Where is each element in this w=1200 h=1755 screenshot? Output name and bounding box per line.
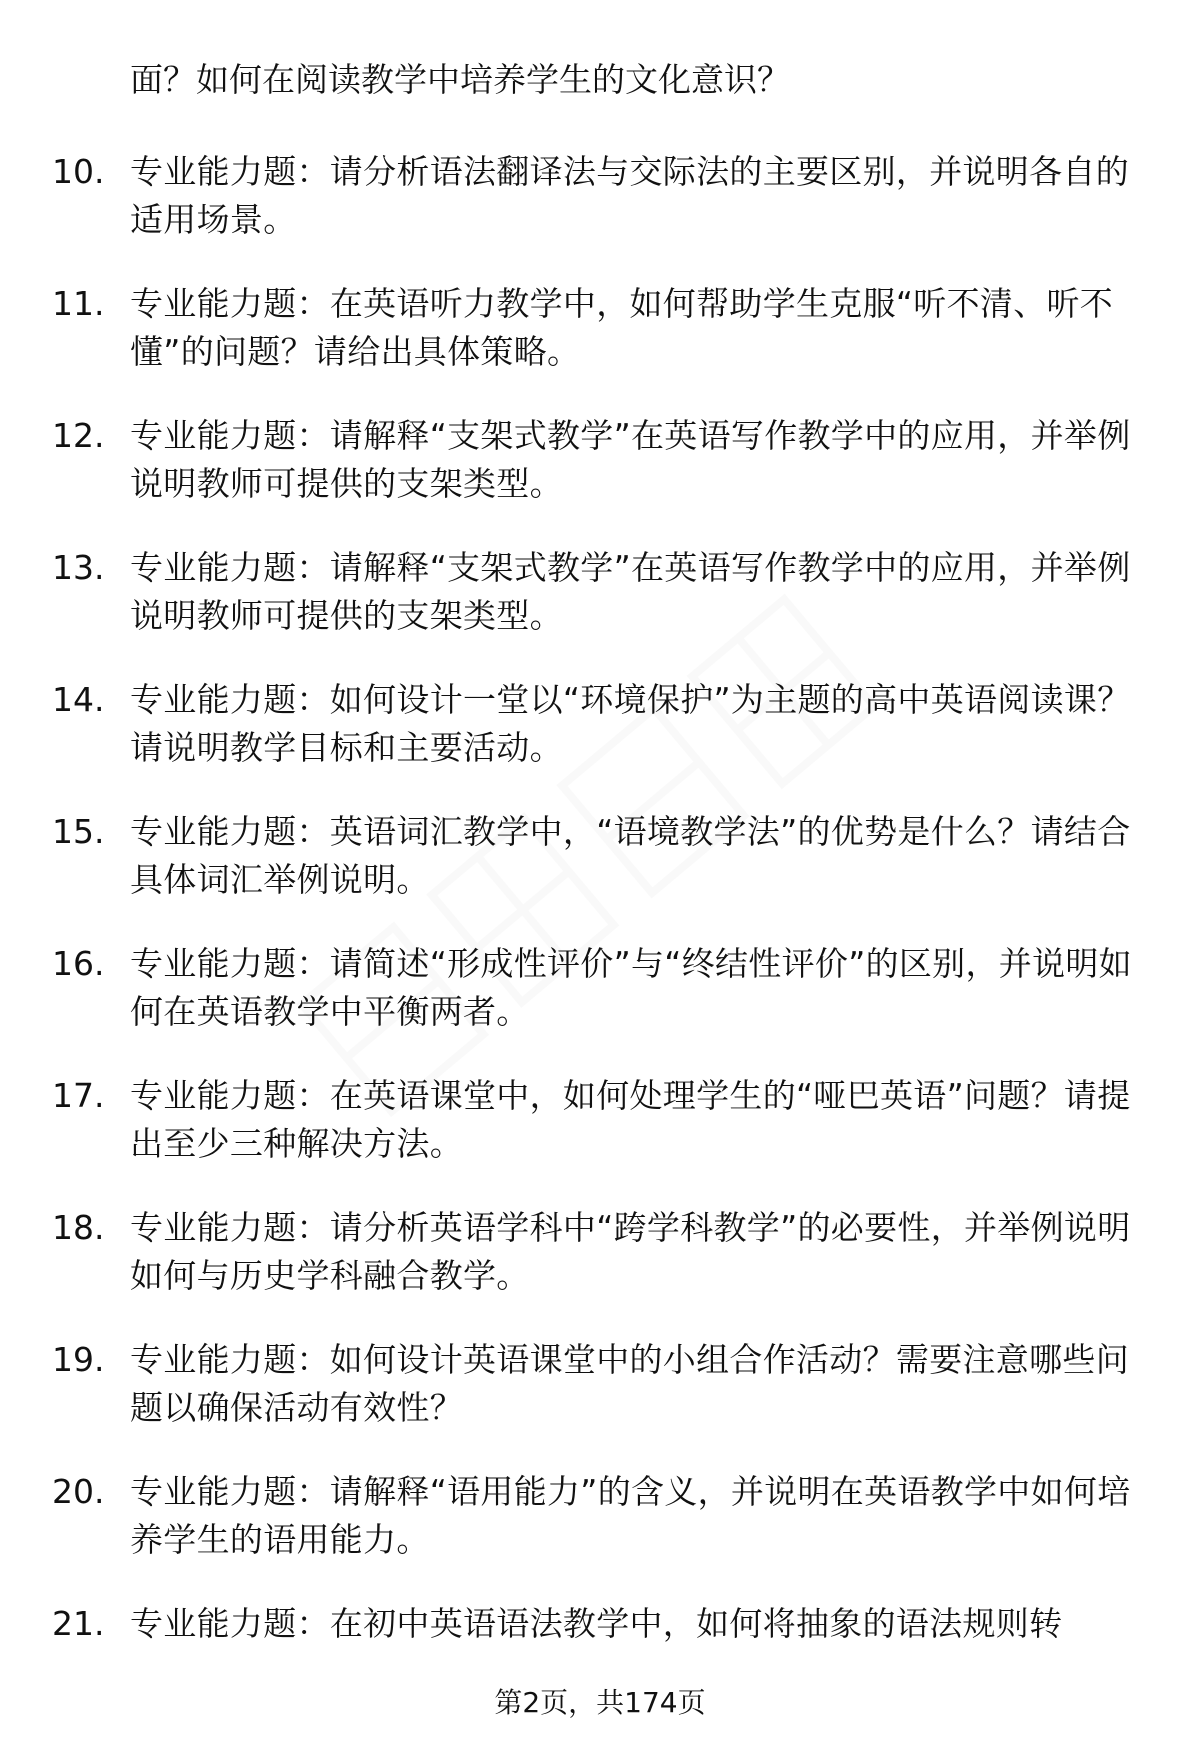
list-item bbox=[0, 808, 1200, 940]
question-number: 13. bbox=[52, 548, 105, 587]
question-number: 14. bbox=[52, 680, 105, 719]
list-item bbox=[0, 1336, 1200, 1468]
list-item bbox=[0, 940, 1200, 1072]
question-text: 专业能力题：请解释“语用能力”的含义，并说明在英语教学中如何培养学生的语用能力。 bbox=[130, 1472, 1131, 1559]
question-text: 专业能力题：请解释“支架式教学”在英语写作教学中的应用，并举例说明教师可提供的支架类型。 bbox=[130, 548, 1131, 635]
question-text: 专业能力题：如何设计一堂以“环境保护”为主题的高中英语阅读课？请说明教学目标和主要活动。 bbox=[130, 680, 1131, 767]
question-text: 专业能力题：英语词汇教学中，“语境教学法”的优势是什么？请结合具体词汇举例说明。 bbox=[130, 812, 1131, 899]
question-number: 12. bbox=[52, 416, 105, 455]
question-text: 专业能力题：在英语听力教学中，如何帮助学生克服“听不清、听不懂”的问题？请给出具体策略。 bbox=[130, 284, 1114, 371]
list-item bbox=[0, 1072, 1200, 1204]
question-text: 专业能力题：请解释“支架式教学”在英语写作教学中的应用，并举例说明教师可提供的支架类型。 bbox=[130, 416, 1131, 503]
question-number: 17. bbox=[52, 1076, 105, 1115]
question-list bbox=[0, 148, 1200, 1732]
continuation-text: 面？如何在阅读教学中培养学生的文化意识？ bbox=[130, 60, 790, 99]
question-number: 11. bbox=[52, 284, 105, 323]
question-number: 21. bbox=[52, 1604, 105, 1643]
list-item bbox=[0, 148, 1200, 280]
question-number: 19. bbox=[52, 1340, 105, 1379]
page-footer: 第2页，共174页 bbox=[494, 1686, 706, 1719]
question-text: 专业能力题：请分析语法翻译法与交际法的主要区别，并说明各自的适用场景。 bbox=[130, 152, 1129, 239]
question-number: 15. bbox=[52, 812, 105, 851]
list-item bbox=[0, 1468, 1200, 1600]
list-item bbox=[0, 676, 1200, 808]
list-item bbox=[0, 544, 1200, 676]
question-number: 16. bbox=[52, 944, 105, 983]
question-number: 10. bbox=[52, 152, 105, 191]
list-item bbox=[0, 1204, 1200, 1336]
list-item bbox=[0, 280, 1200, 412]
question-number: 18. bbox=[52, 1208, 105, 1247]
list-item bbox=[0, 412, 1200, 544]
question-text: 专业能力题：请简述“形成性评价”与“终结性评价”的区别，并说明如何在英语教学中平衡两者。 bbox=[130, 944, 1132, 1031]
question-number: 20. bbox=[52, 1472, 105, 1511]
question-text: 专业能力题：请分析英语学科中“跨学科教学”的必要性，并举例说明如何与历史学科融合教学。 bbox=[130, 1208, 1131, 1295]
question-text: 专业能力题：在英语课堂中，如何处理学生的“哑巴英语”问题？请提出至少三种解决方法。 bbox=[130, 1076, 1131, 1163]
question-text: 专业能力题：在初中英语语法教学中，如何将抽象的语法规则转 bbox=[130, 1604, 1063, 1643]
question-text: 专业能力题：如何设计英语课堂中的小组合作活动？需要注意哪些问题以确保活动有效性？ bbox=[130, 1340, 1129, 1427]
